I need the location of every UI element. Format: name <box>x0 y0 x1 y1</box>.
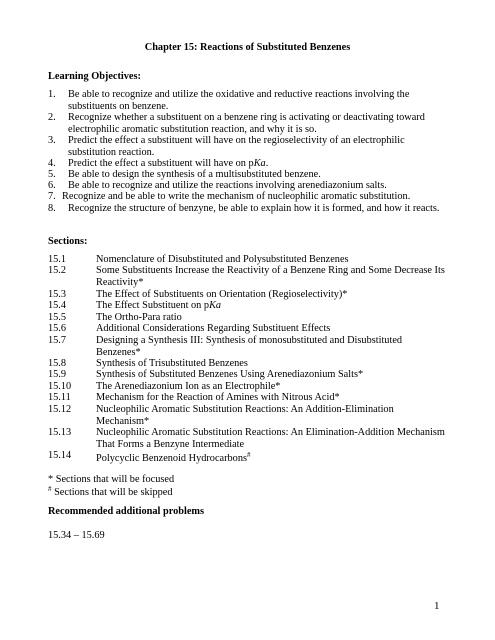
section-title: Synthesis of Trisubstituted Benzenes <box>96 358 248 369</box>
objective-text: Be able to recognize and utilize the reactions involving arenediazonium salts. <box>68 180 387 191</box>
objective-text: Recognize whether a substituent on a benzene ring is activating or deactivating toward electrophilic aromatic substitution reaction, and why it is so. <box>68 112 425 135</box>
section-title: The Effect of Substituents on Orientation (Regioselectivity)* <box>96 289 348 300</box>
sections-heading: Sections: <box>48 236 88 247</box>
section-title: Polycyclic Benzenoid Hydrocarbons# <box>96 451 251 464</box>
objective-number: 2. <box>48 112 56 123</box>
section-number: 15.14 <box>48 450 72 461</box>
section-number: 15.1 <box>48 254 67 265</box>
objective-text: Be able to design the synthesis of a multisubstituted benzene. <box>68 169 321 180</box>
objective-text: Recognize and be able to write the mechanism of nucleophilic aromatic substitution. <box>62 191 411 202</box>
objective-text: Recognize the structure of benzyne, be able to explain how it is formed, and how it reacts. <box>68 203 440 214</box>
objective-text: Predict the effect a substituent will have on the regioselectivity of an electrophilic substitution reaction. <box>68 135 405 158</box>
note-focused <box>48 474 174 485</box>
section-number: 15.2 <box>48 265 67 276</box>
section-title: Nomenclature of Disubstituted and Polysubstituted Benzenes <box>96 254 349 265</box>
section-title: Additional Considerations Regarding Substituent Effects <box>96 323 331 334</box>
problems-heading: Recommended additional problems <box>48 506 204 517</box>
section-title: The Ortho-Para ratio <box>96 312 182 323</box>
section-number: 15.4 <box>48 300 67 311</box>
objective-number: 4. <box>48 158 56 169</box>
objective-number: 7. <box>48 191 56 202</box>
section-title: Some Substituents Increase the Reactivity of a Benzene Ring and Some Decrease Its Reactivity* <box>96 265 445 288</box>
note-text: Sections that will be skipped <box>51 487 173 498</box>
section-number: 15.13 <box>48 427 72 438</box>
note-text: Sections that will be focused <box>53 474 175 485</box>
section-number: 15.5 <box>48 312 67 323</box>
section-number: 15.6 <box>48 323 67 334</box>
objective-number: 3. <box>48 135 56 146</box>
section-number: 15.10 <box>48 381 72 392</box>
section-title: The Arenediazonium Ion as an Electrophile* <box>96 381 281 392</box>
skip-marker: # <box>246 451 251 459</box>
objective-number: 1. <box>48 89 56 100</box>
section-number: 15.7 <box>48 335 67 346</box>
section-number: 15.8 <box>48 358 67 369</box>
section-title: The Effect Substituent on pKa <box>96 300 222 311</box>
section-title: Nucleophilic Aromatic Substitution Reactions: An Elimination-Addition Mechanism That Forms a Benzyne Intermediate <box>96 427 445 450</box>
objective-text: Predict the effect a substituent will have on pKa. <box>68 158 269 169</box>
note-symbol: # <box>48 485 52 493</box>
note-symbol: * <box>48 474 54 485</box>
section-title: Mechanism for the Reaction of Amines with Nitrous Acid* <box>96 392 340 403</box>
chapter-title: Chapter 15: Reactions of Substituted Benzenes <box>144 42 351 53</box>
problems-range: 15.34 – 15.69 <box>48 530 105 541</box>
section-title: Designing a Synthesis III: Synthesis of monosubstituted and Disubstituted Benzenes* <box>96 335 403 358</box>
objective-number: 6. <box>48 180 56 191</box>
objective-number: 5. <box>48 169 56 180</box>
section-number: 15.11 <box>48 392 71 403</box>
objective-number: 8. <box>48 203 56 214</box>
section-title: Synthesis of Substituted Benzenes Using Arenediazonium Salts* <box>96 369 364 380</box>
section-title: Nucleophilic Aromatic Substitution Reactions: An Addition-Elimination Mechanism* <box>96 404 394 427</box>
section-number: 15.3 <box>48 289 67 300</box>
page-number: 1 <box>434 600 440 612</box>
section-number: 15.9 <box>48 369 67 380</box>
note-skipped <box>48 485 172 498</box>
objective-text: Be able to recognize and utilize the oxidative and reductive reactions involving the substituents on benzene. <box>68 89 410 112</box>
objectives-heading: Learning Objectives: <box>48 71 141 82</box>
section-number: 15.12 <box>48 404 72 415</box>
